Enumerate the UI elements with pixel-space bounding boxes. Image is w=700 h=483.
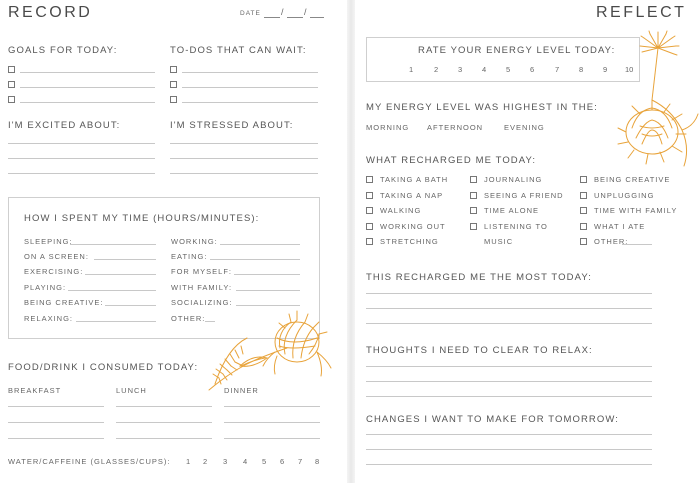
todo-line[interactable]: [182, 102, 318, 103]
stressed-heading: I'M STRESSED ABOUT:: [170, 120, 294, 131]
stressed-line[interactable]: [170, 173, 318, 174]
time-spent-heading: HOW I SPENT MY TIME (HOURS/MINUTES):: [24, 213, 260, 224]
recharge-checkbox[interactable]: [366, 223, 373, 230]
time-item-label: FOR MYSELF:: [171, 267, 233, 276]
excited-line[interactable]: [8, 173, 155, 174]
lunch-line[interactable]: [116, 406, 212, 407]
goals-heading: GOALS FOR TODAY:: [8, 45, 118, 56]
time-item-line[interactable]: [236, 305, 300, 306]
recharge-checkbox[interactable]: [470, 176, 477, 183]
time-item-line[interactable]: [70, 244, 156, 245]
food-column-breakfast: BREAKFAST: [8, 386, 62, 395]
excited-line[interactable]: [8, 158, 155, 159]
page-title-reflect: REFLECT: [596, 4, 687, 21]
recharge-label: SEEING A FRIEND: [484, 191, 564, 200]
food-column-lunch: LUNCH: [116, 386, 147, 395]
most-line[interactable]: [366, 293, 652, 294]
todos-heading: TO-DOS THAT CAN WAIT:: [170, 45, 307, 56]
changes-line[interactable]: [366, 449, 652, 450]
option-morning[interactable]: MORNING: [366, 123, 410, 132]
recharge-label: JOURNALING: [484, 175, 543, 184]
goal-line[interactable]: [20, 72, 155, 73]
option-evening[interactable]: EVENING: [504, 123, 545, 132]
recharge-label: WALKING: [380, 206, 422, 215]
thoughts-line[interactable]: [366, 381, 652, 382]
time-item-label: EXERCISING:: [24, 267, 84, 276]
time-item-label: RELAXING:: [24, 314, 74, 323]
todo-checkbox[interactable]: [170, 81, 177, 88]
water-option[interactable]: 8: [315, 457, 320, 466]
time-item-label: OTHER:: [171, 314, 206, 323]
energy-option[interactable]: 6: [530, 65, 535, 74]
dandelion-flower-illustration: [612, 30, 700, 170]
time-item-label: WITH FAMILY:: [171, 283, 233, 292]
excited-heading: I'M EXCITED ABOUT:: [8, 120, 121, 131]
energy-option[interactable]: 9: [603, 65, 608, 74]
time-item-line[interactable]: [85, 274, 156, 275]
recharge-label: TAKING A BATH: [380, 175, 449, 184]
todo-line[interactable]: [182, 87, 318, 88]
recharge-label: TIME WITH FAMILY: [594, 206, 678, 215]
time-item-label: SLEEPING:: [24, 237, 73, 246]
recharge-checkbox[interactable]: [580, 223, 587, 230]
time-item-label: ON A SCREEN:: [24, 252, 89, 261]
recharge-checkbox[interactable]: [366, 238, 373, 245]
most-heading: THIS RECHARGED ME THE MOST TODAY:: [366, 272, 592, 283]
food-heading: FOOD/DRINK I CONSUMED TODAY:: [8, 362, 199, 373]
recharge-checkbox[interactable]: [580, 192, 587, 199]
energy-option[interactable]: 8: [579, 65, 584, 74]
goal-line[interactable]: [20, 87, 155, 88]
thoughts-heading: THOUGHTS I NEED TO CLEAR TO RELAX:: [366, 345, 593, 356]
recharge-label: TIME ALONE: [484, 206, 540, 215]
goal-checkbox[interactable]: [8, 81, 15, 88]
recharge-checkbox[interactable]: [366, 176, 373, 183]
water-option[interactable]: 5: [262, 457, 267, 466]
recharge-label-continued: MUSIC: [484, 237, 514, 246]
dinner-line[interactable]: [224, 406, 320, 407]
breakfast-line[interactable]: [8, 422, 104, 423]
recharge-label: LISTENING TO: [484, 222, 548, 231]
time-item-line[interactable]: [210, 259, 300, 260]
recharge-label: BEING CREATIVE: [594, 175, 671, 184]
recharge-checkbox[interactable]: [580, 176, 587, 183]
time-item-line[interactable]: [236, 290, 300, 291]
thoughts-line[interactable]: [366, 366, 652, 367]
energy-option[interactable]: 2: [434, 65, 439, 74]
water-option[interactable]: 6: [280, 457, 285, 466]
recharge-checkbox[interactable]: [470, 207, 477, 214]
recharge-checkbox[interactable]: [470, 192, 477, 199]
breakfast-line[interactable]: [8, 438, 104, 439]
water-option[interactable]: 2: [203, 457, 208, 466]
time-item-line[interactable]: [105, 305, 156, 306]
recharge-checkbox[interactable]: [366, 207, 373, 214]
recharge-checkbox[interactable]: [580, 238, 587, 245]
goal-checkbox[interactable]: [8, 66, 15, 73]
energy-option[interactable]: 4: [482, 65, 487, 74]
energy-option[interactable]: 10: [625, 65, 634, 74]
dinner-line[interactable]: [224, 422, 320, 423]
stressed-line[interactable]: [170, 158, 318, 159]
lunch-line[interactable]: [116, 438, 212, 439]
todo-checkbox[interactable]: [170, 66, 177, 73]
water-option[interactable]: 4: [243, 457, 248, 466]
recharge-checkbox[interactable]: [470, 223, 477, 230]
excited-line[interactable]: [8, 143, 155, 144]
recharge-label: WHAT I ATE: [594, 222, 646, 231]
time-item-line[interactable]: [68, 290, 156, 291]
protea-flower-illustration: [205, 308, 337, 394]
time-item-label: SOCIALIZING:: [171, 298, 233, 307]
time-item-label: WORKING:: [171, 237, 218, 246]
recharge-label: TAKING A NAP: [380, 191, 444, 200]
todo-checkbox[interactable]: [170, 96, 177, 103]
energy-option[interactable]: 7: [555, 65, 560, 74]
time-item-label: PLAYING:: [24, 283, 67, 292]
energy-option[interactable]: 1: [409, 65, 414, 74]
time-item-line[interactable]: [234, 274, 300, 275]
water-option[interactable]: 7: [298, 457, 303, 466]
recharge-label: UNPLUGGING: [594, 191, 655, 200]
page-gutter: [347, 0, 355, 483]
dinner-line[interactable]: [224, 438, 320, 439]
energy-option[interactable]: 5: [506, 65, 511, 74]
time-item-line[interactable]: [94, 259, 156, 260]
energy-option[interactable]: 3: [458, 65, 463, 74]
recharge-other-line[interactable]: [622, 244, 652, 245]
recharge-label: WORKING OUT: [380, 222, 446, 231]
recharge-checkbox[interactable]: [580, 207, 587, 214]
option-afternoon[interactable]: AFTERNOON: [427, 123, 484, 132]
time-item-label: BEING CREATIVE:: [24, 298, 104, 307]
recharged-heading: WHAT RECHARGED ME TODAY:: [366, 155, 537, 166]
energy-heading: RATE YOUR ENERGY LEVEL TODAY:: [418, 45, 616, 56]
date-label: DATE: [240, 10, 261, 17]
breakfast-line[interactable]: [8, 406, 104, 407]
lunch-line[interactable]: [116, 422, 212, 423]
energy-rating-box: [366, 37, 640, 82]
time-item-label: EATING:: [171, 252, 208, 261]
page-title-record: RECORD: [8, 4, 93, 21]
goal-line[interactable]: [20, 102, 155, 103]
changes-heading: CHANGES I WANT TO MAKE FOR TOMORROW:: [366, 414, 620, 425]
time-item-line[interactable]: [220, 244, 300, 245]
time-item-line[interactable]: [76, 321, 156, 322]
thoughts-line[interactable]: [366, 396, 652, 397]
water-option[interactable]: 1: [186, 457, 191, 466]
highest-heading: MY ENERGY LEVEL WAS HIGHEST IN THE:: [366, 102, 598, 113]
todo-line[interactable]: [182, 72, 318, 73]
changes-line[interactable]: [366, 464, 652, 465]
recharge-label: STRETCHING: [380, 237, 439, 246]
water-option[interactable]: 3: [223, 457, 228, 466]
date-field[interactable]: / /: [264, 5, 326, 19]
stressed-line[interactable]: [170, 143, 318, 144]
most-line[interactable]: [366, 308, 652, 309]
water-label: WATER/CAFFEINE (GLASSES/CUPS):: [8, 457, 171, 466]
goal-checkbox[interactable]: [8, 96, 15, 103]
changes-line[interactable]: [366, 434, 652, 435]
food-column-dinner: DINNER: [224, 386, 259, 395]
recharge-label: OTHER:: [594, 237, 629, 246]
most-line[interactable]: [366, 323, 652, 324]
recharge-checkbox[interactable]: [366, 192, 373, 199]
